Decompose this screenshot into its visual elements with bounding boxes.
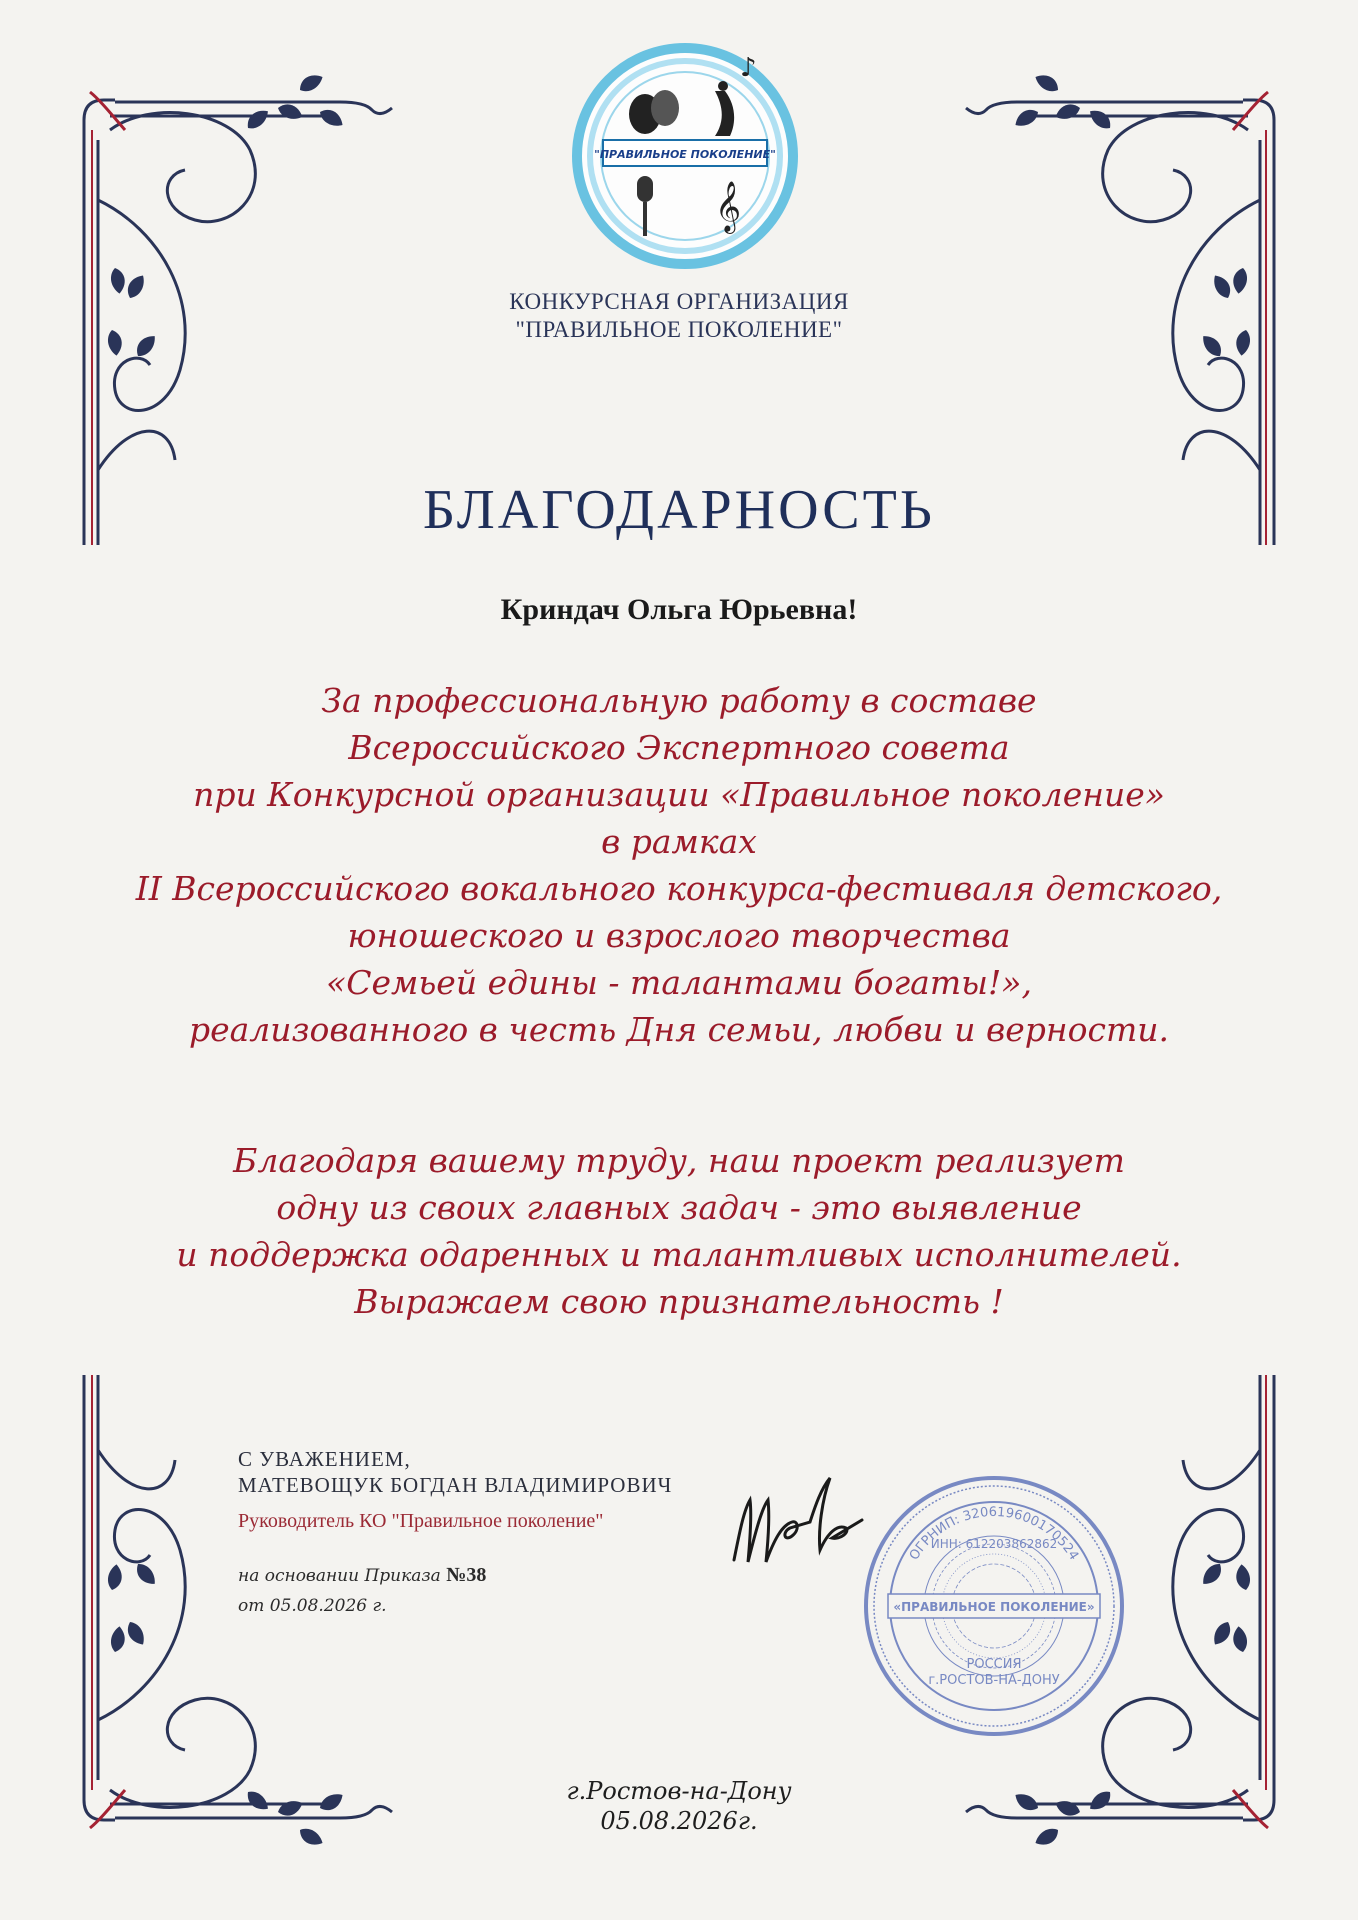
gratitude-paragraph-2 <box>100 1137 1258 1325</box>
organization-name: "ПРАВИЛЬНОЕ ПОКОЛЕНИЕ" <box>515 317 843 342</box>
paragraph-line: при Конкурсной организации «Правильное поколение» <box>193 775 1165 814</box>
stamp-inn: ИНН: 612203862862 <box>930 1537 1058 1551</box>
closing-greeting: С УВАЖЕНИЕМ, <box>238 1447 411 1471</box>
paragraph-line: II Всероссийского вокального конкурса-фестиваля детского, <box>135 869 1223 908</box>
paragraph-line: Всероссийского Экспертного совета <box>348 728 1010 767</box>
organization-type: КОНКУРСНАЯ ОРГАНИЗАЦИЯ <box>509 289 849 314</box>
gratitude-paragraph-1 <box>100 677 1258 1053</box>
issue-city: г.Ростов-на-Дону <box>566 1777 792 1805</box>
order-reference <box>238 1560 486 1621</box>
paragraph-line: За профессиональную работу в составе <box>321 681 1037 720</box>
order-date: от 05.08.2026 г. <box>238 1596 387 1616</box>
svg-text:♪: ♪ <box>740 53 757 83</box>
svg-text:ОГРНИП: 320619600170524 <box>907 1505 1081 1563</box>
document-title: БЛАГОДАРНОСТЬ <box>423 479 935 541</box>
stamp-country: РОССИЯ <box>966 1657 1022 1672</box>
order-prefix: на основании Приказа <box>238 1566 441 1586</box>
paragraph-line: юношеского и взрослого творчества <box>347 916 1011 955</box>
paragraph-line: Выражаем свою признательность ! <box>354 1282 1004 1321</box>
logo-label: "ПРАВИЛЬНОЕ ПОКОЛЕНИЕ" <box>594 148 776 161</box>
signatory-block <box>238 1446 672 1536</box>
svg-text:𝄞: 𝄞 <box>715 181 742 232</box>
issue-date: 05.08.2026г. <box>600 1807 758 1835</box>
stamp-city: г.РОСТОВ-НА-ДОНУ <box>928 1673 1060 1688</box>
recipient-name: Криндач Ольга Юрьевна! <box>500 593 858 626</box>
order-number: №38 <box>446 1564 487 1586</box>
stamp-ogrnip: ОГРНИП: 320619600170524 <box>906 1504 1082 1564</box>
paragraph-line: «Семьей едины - талантами богаты!», <box>326 963 1032 1002</box>
paragraph-line: реализованного в честь Дня семьи, любви и верности. <box>188 1010 1170 1049</box>
signatory-name: МАТЕВОЩУК БОГДАН ВЛАДИМИРОВИЧ <box>238 1473 673 1497</box>
signatory-position: Руководитель КО "Правильное поколение" <box>238 1510 604 1532</box>
paragraph-line: в рамках <box>601 822 757 861</box>
stamp-center: «ПРАВИЛЬНОЕ ПОКОЛЕНИЕ» <box>893 1600 1095 1614</box>
paragraph-line: и поддержка одаренных и талантливых исполнителей. <box>176 1235 1182 1274</box>
paragraph-line: одну из своих главных задач - это выявление <box>276 1188 1082 1227</box>
handwritten-signature <box>722 1470 872 1580</box>
paragraph-line: Благодаря вашему труду, наш проект реализует <box>233 1141 1125 1180</box>
organization-stamp <box>860 1472 1128 1740</box>
organization-logo <box>565 36 805 276</box>
issue-place-date <box>0 1776 1358 1836</box>
